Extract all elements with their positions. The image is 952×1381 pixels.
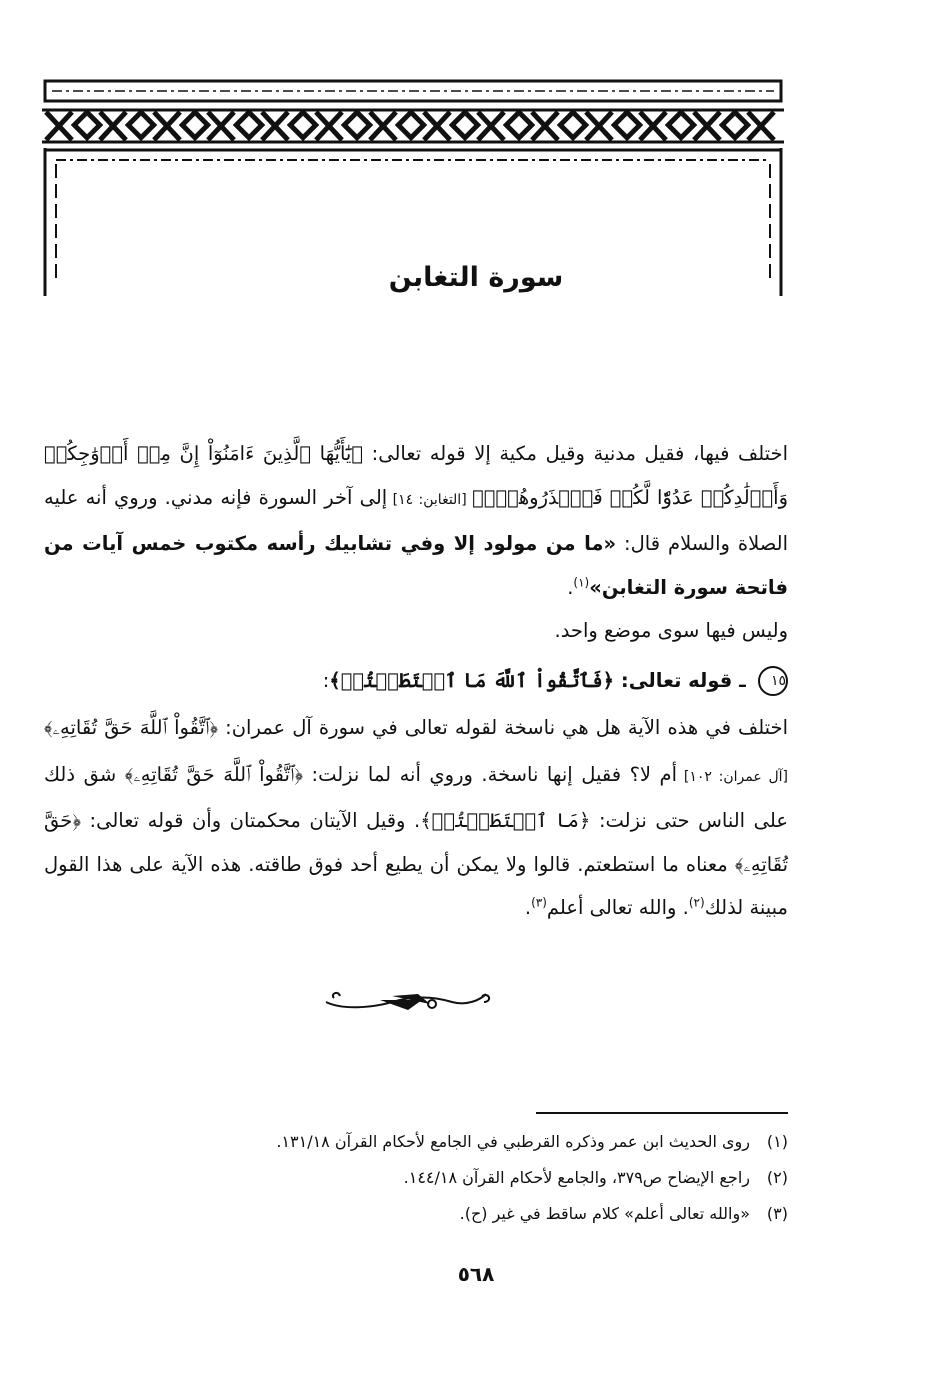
footnote-text: روى الحديث ابن عمر وذكره القرطبي في الجامع لأحكام القرآن ١٣١/١٨.: [276, 1132, 750, 1151]
verse-heading: [44, 659, 788, 703]
paragraph-1: [44, 432, 788, 609]
quran-quote: ﴿فَٱتَّقُواْ ٱللَّهَ مَا ٱسۡتَطَعۡتُمۡ﴾: [329, 668, 615, 692]
quran-quote: ﴿حَقَّ تُقَاتِهِۦ﴾: [44, 809, 788, 876]
quran-quote: ﴿ٱتَّقُواْ ٱللَّهَ حَقَّ تُقَاتِهِۦ﴾: [44, 716, 219, 739]
main-text: [44, 432, 788, 930]
footnote-number: (٣): [766, 1204, 788, 1223]
text-segment: اختلف فيها، فقيل مدنية وقيل مكية إلا قوله تعالى:: [363, 442, 789, 465]
text-segment: أم لا؟ فقيل إنها ناسخة. وروي أنه لما نزلت:: [302, 762, 678, 786]
footnote-number: (١): [766, 1132, 788, 1151]
footnote-2: [44, 1160, 788, 1196]
footnote-text: «والله تعالى أعلم» كلام ساقط في غير (ح).: [459, 1204, 750, 1223]
footnote-3: [44, 1196, 788, 1232]
footnote-1: [44, 1124, 788, 1160]
text-segment: . والله تعالى أعلم: [546, 896, 689, 919]
footnote-marker[interactable]: (١): [573, 575, 590, 589]
footnote-marker[interactable]: (٢): [688, 895, 705, 910]
quran-quote: ﴿ٱتَّقُواْ ٱللَّهَ حَقَّ تُقَاتِهِۦ﴾: [124, 762, 303, 786]
hadith-quote: «ما من مولود إلا وفي تشابيك رأسه مكتوب خمس آيات من فاتحة سورة التغابن»: [44, 532, 788, 599]
footnote-text: راجع الإيضاح ص٣٧٩، والجامع لأحكام القرآن ١٤٤/١٨.: [403, 1168, 750, 1187]
text-segment: إلى آخر السورة فإنه مدني. وروي أنه عليه الصلاة والسلام قال:: [44, 485, 788, 555]
quran-quote: ﴿مَا ٱسۡتَطَعۡتُمۡ﴾: [420, 809, 591, 832]
verse-reference: [آل عمران: ١٠٢]: [677, 768, 789, 785]
paragraph-2: وليس فيها سوى موضع واحد.: [554, 619, 788, 642]
footnote-separator: [536, 1112, 788, 1114]
text-segment: :: [322, 668, 330, 692]
section-divider-ornament: [322, 986, 494, 1020]
footnote-number: (٢): [766, 1168, 788, 1187]
footnote-marker[interactable]: (٣): [531, 895, 547, 910]
text-segment: . وقيل الآيتان محكمتان وأن قوله تعالى:: [80, 809, 421, 832]
text-segment: معناه ما استطعتم. قالوا ولا يمكن أن يطيع أحد فوق طاقته. هذه الآية على هذا القول مبينة لذلك: [44, 852, 788, 919]
text-segment: شق ذلك على الناس حتى نزلت:: [44, 762, 788, 832]
verse-reference: [التغابن: ١٤]: [387, 491, 473, 508]
paragraph-3: [44, 706, 788, 930]
text-segment: اختلف في هذه الآية هل هي ناسخة لقوله تعالى في سورة آل عمران:: [218, 716, 788, 739]
verse-number-badge: ١٥: [758, 666, 788, 696]
page-number: ٥٦٨: [457, 1262, 495, 1286]
text-segment: .: [524, 896, 532, 919]
text-segment: .: [567, 575, 574, 599]
footnotes: [44, 1124, 788, 1232]
verse-heading-label: ـ قوله تعالى:: [614, 668, 746, 692]
quran-quote: ﴿يَٰٓأَيُّهَا ٱلَّذِينَ ءَامَنُوٓاْ إِنَّ مِنۡ أَزۡوَٰجِكُمۡ وَأَوۡلَٰدِكُمۡ عَدُوّٗا لَّكُمۡ فَٱحۡذَرُوهُمۡۚ﴾: [44, 442, 788, 509]
surah-title: سورة التغابن: [388, 262, 564, 293]
